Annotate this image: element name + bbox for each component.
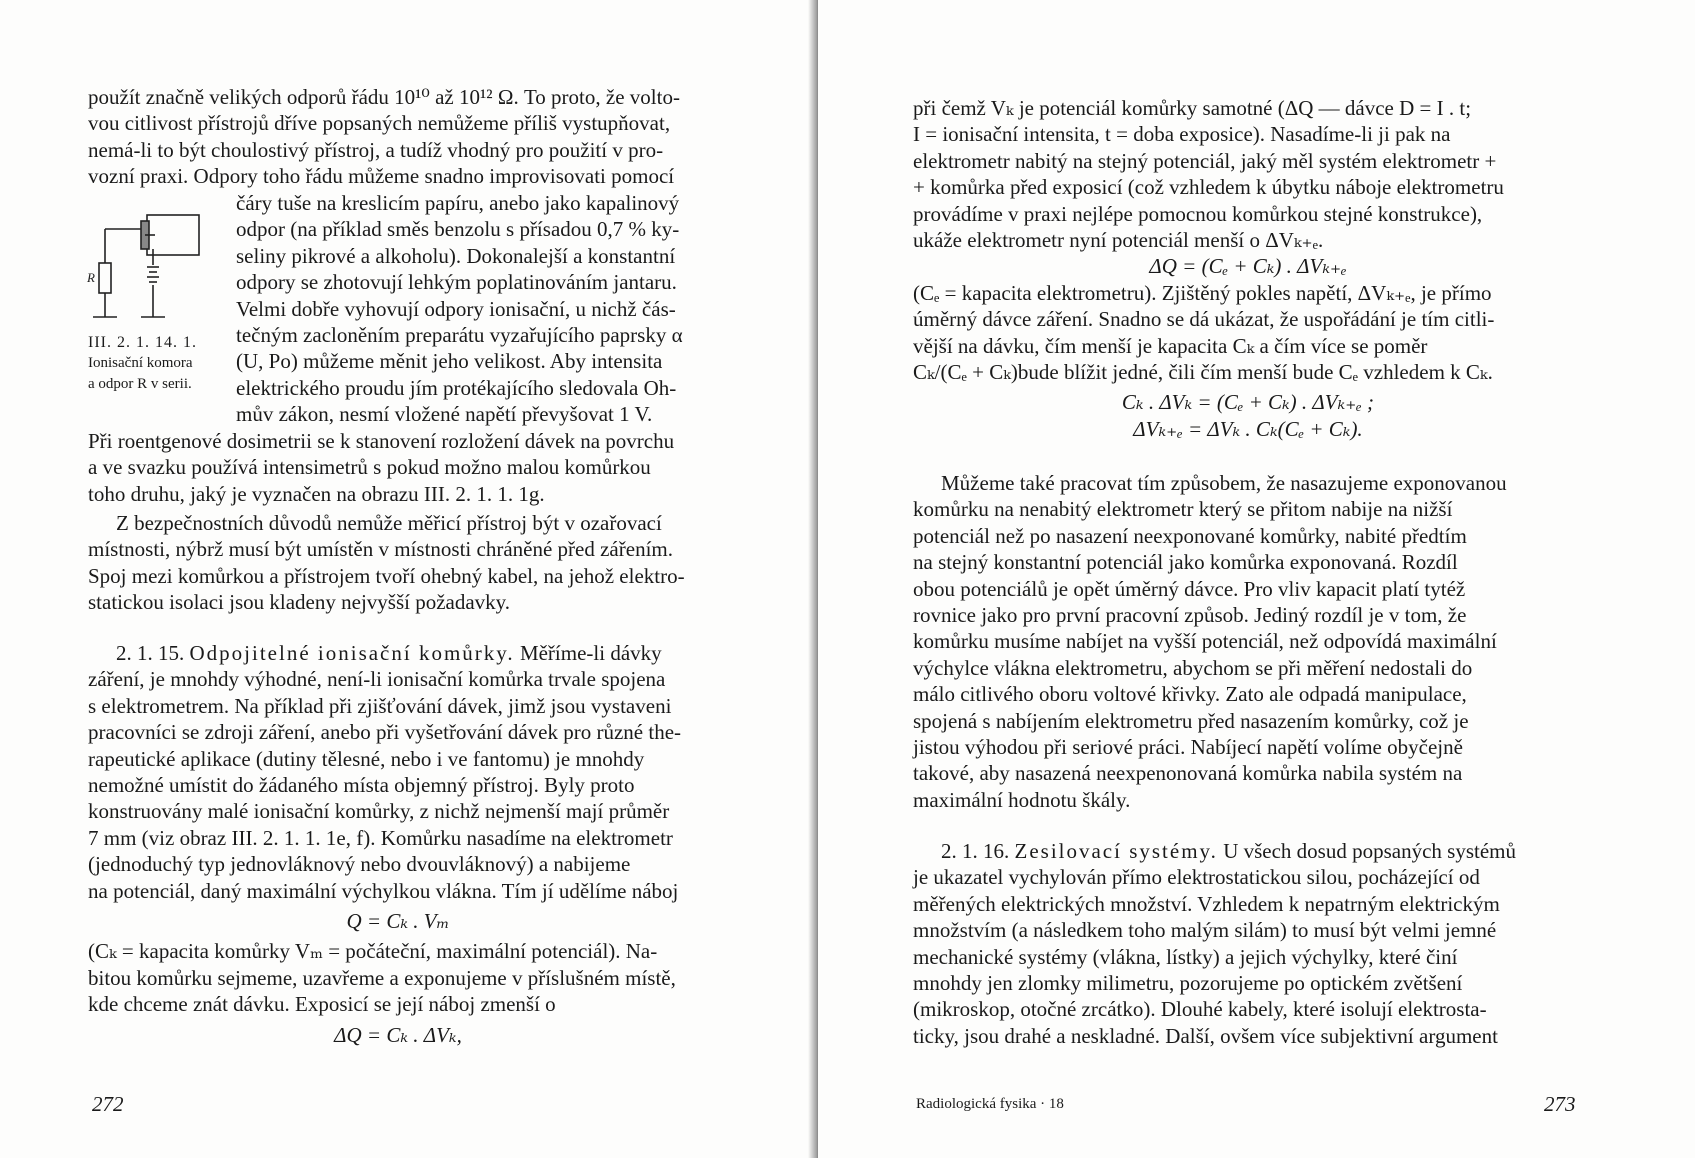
- text-line: ukáže elektrometr nyní potenciál menší o ΔVₖ₊ₑ.: [913, 228, 1324, 253]
- text-line: maximální hodnotu škály.: [913, 787, 1131, 812]
- text-line: Velmi dobře vyhovují odpory ionisační, u nichž čás-: [236, 296, 676, 321]
- text-line: statickou isolaci jsou kladeny nejvyšší požadavky.: [88, 590, 511, 615]
- figure-caption-line: Ionisační komora: [88, 355, 193, 371]
- page-number: 273: [1544, 1092, 1576, 1116]
- text-line: čáry tuše na kreslicím papíru, anebo jako kapalinový: [236, 191, 680, 215]
- text-line: vou citlivost přístrojů dříve popsaných nemůžeme příliš vystupňovat,: [88, 111, 671, 136]
- text-line: Při roentgenové dosimetrii se k stanovení rozložení dávek na povrchu: [88, 429, 675, 453]
- text-line: rapeutické aplikace (dutiny tělesné, nebo i ve fantomu) je mnohdy: [88, 746, 645, 771]
- text-line: (Cₑ = kapacita elektrometru). Zjištěný pokles napětí, ΔVₖ₊ₑ, je přímo: [913, 280, 1492, 305]
- text-line: takové, aby nasazená neexpenonovaná komůrka nabila systém na: [913, 761, 1463, 786]
- text-line: (Cₖ = kapacita komůrky Vₘ = počáteční, maximální potenciál). Na-: [88, 939, 658, 964]
- text-line: výchylce vlákna elektrometru, abychom se při měření nedostali do: [913, 655, 1473, 680]
- text-line: nemá-li to být choulostivý přístroj, a tudíž vhodný pro použití v pro-: [88, 137, 664, 162]
- text-line: úměrný dávce záření. Snadno se dá ukázat, že uspořádání je tím citli-: [913, 307, 1495, 332]
- section-heading-line: [913, 838, 1583, 864]
- text-line: málo citlivého oboru voltové křivky. Zato ale odpadá manipulace,: [913, 682, 1467, 707]
- text-line: konstruovány malé ionisační komůrky, z nichž nejmenší mají průměr: [88, 799, 670, 824]
- formula: ΔQ = Cₖ . ΔVₖ,: [334, 1022, 462, 1047]
- text-line: I = ionisační intensita, t = doba exposice). Nasadíme-li ji pak na: [913, 122, 1451, 147]
- text-line: mechanické systémy (vlákna, lístky) a jejich výchylky, které činí: [913, 944, 1458, 969]
- section-heading-line: [88, 640, 708, 666]
- text-line: U všech dosud popsaných systémů: [1223, 839, 1516, 863]
- text-line: Spoj mezi komůrkou a přístrojem tvoří ohebný kabel, na jehož elektro-: [88, 563, 685, 588]
- section-2-1-16: [913, 838, 1583, 1049]
- text-line: vozní praxi. Odpory toho řádu můžeme snadno improvisovati pomocí: [88, 164, 675, 189]
- ionisation-chamber-circuit-figure: [85, 205, 225, 325]
- text-line: + komůrka před exposicí (což vzhledem k úbytku náboje elektrometru: [913, 175, 1504, 200]
- section-title: Odpojitelné ionisační komůrky.: [189, 641, 515, 665]
- text-line: na stejný konstantní potenciál jako komůrka exponovaná. Rozdíl: [913, 550, 1458, 575]
- text-line: provádíme v praxi nejlépe pomocnou komůrkou stejné konstrukce),: [913, 201, 1483, 226]
- text-line: ticky, jsou drahé a neskladné. Další, ovšem více subjektivní argument: [913, 1023, 1498, 1048]
- text-line: tečným zacloněním preparátu vyzařujícího paprsky α: [236, 323, 683, 348]
- text-line: mnohdy jen zlomky milimetru, pozorujeme po optickém zvětšení: [913, 971, 1463, 996]
- text-line: jistou výhodou při seriové práci. Nabíjecí napětí volíme obyčejně: [913, 735, 1463, 760]
- text-line: množstvím (a následkem toho malým silám) to musí být velmi jemné: [913, 918, 1497, 943]
- left-page: [0, 0, 818, 1158]
- text-line: (mikroskop, otočné zrcátko). Dlouhé kabely, které isolují elektrosta-: [913, 997, 1487, 1022]
- figure-caption-number: III. 2. 1. 14. 1.: [88, 334, 197, 351]
- text-line: vější na dávku, čím menší je kapacita Cₖ a čím více se poměr: [913, 333, 1428, 358]
- figure-caption-line: a odpor R v serii.: [88, 376, 192, 392]
- page-number: 272: [92, 1092, 124, 1116]
- text-line: a ve svazku používá intensimetrů s pokud možno malou komůrkou: [88, 455, 651, 480]
- formula: Cₖ . ΔVₖ = (Cₑ + Cₖ) . ΔVₖ₊ₑ ;: [1121, 390, 1375, 415]
- left-paragraph-2: [88, 510, 708, 616]
- text-line: 7 mm (viz obraz III. 2. 1. 1. 1e, f). Komůrku nasadíme na elektrometr: [88, 825, 673, 850]
- text-line: kde chceme znát dávku. Exposicí se její náboj zmenší o: [88, 992, 556, 1017]
- section-number: 2. 1. 16.: [941, 839, 1010, 863]
- text-line: elektrického proudu jím protékajícího sledovala Oh-: [236, 375, 677, 400]
- text-line: záření, je mnohdy výhodné, není-li ionisační komůrka trvale spojena: [88, 667, 666, 692]
- text-line: měřených elektrických množství. Vzhledem k nepatrným elektrickým: [913, 891, 1500, 916]
- text-line: obou potenciálů je opět úměrný dávce. Pro vliv kapacit platí tytéž: [913, 576, 1466, 601]
- text-line: Z bezpečnostních důvodů nemůže měřicí přístroj být v ozařovací: [116, 511, 662, 535]
- resistor-label: R: [87, 270, 95, 285]
- figure-caption: [88, 332, 234, 395]
- left-paragraph-1: [88, 84, 708, 190]
- text-line: s elektrometrem. Na příklad při zjišťování dávek, jimž jsou vystaveni: [88, 693, 672, 718]
- text-line: pracovníci se zdroji záření, anebo při vyšetřování dávek pro různé the-: [88, 720, 682, 745]
- text-line: komůrku musíme nabíjet na vyšší potenciál, než odpovídá maximální: [913, 629, 1497, 654]
- text-line: Měříme-li dávky: [519, 641, 662, 665]
- text-line: potenciál než po nasazení neexponované komůrky, nabité předtím: [913, 523, 1467, 548]
- formula: Q = Cₖ . Vₘ: [346, 909, 450, 934]
- section-number: 2. 1. 15.: [116, 641, 185, 665]
- text-line: bitou komůrku sejmeme, uzavřeme a exponujeme v příslušném místě,: [88, 965, 676, 990]
- left-paragraph-1-tail: [88, 428, 708, 507]
- text-line: použít značně velikých odporů řádu 10¹⁰ až 10¹² Ω. To proto, že volto-: [88, 85, 680, 109]
- text-line: (U, Po) můžeme měnit jeho velikost. Aby intensita: [236, 349, 663, 374]
- text-line: Cₖ/(Cₑ + Cₖ)bude blížit jedné, čili čím menší bude Cₑ vzhledem k Cₖ.: [913, 360, 1493, 385]
- right-paragraph-2: [913, 470, 1583, 813]
- text-line: odpor (na příklad směs benzolu s přísadou 0,7 % ky-: [236, 217, 680, 242]
- formula: ΔQ = (Cₑ + Cₖ) . ΔVₖ₊ₑ: [1149, 254, 1347, 279]
- footer-book-title: Radiologická fysika · 18: [916, 1096, 1064, 1112]
- text-line: Můžeme také pracovat tím způsobem, že nasazujeme exponovanou: [941, 471, 1507, 495]
- section-title: Zesilovací systémy.: [1014, 839, 1218, 863]
- figure-wrap-paragraph: [236, 190, 708, 428]
- text-line: odpory se zhotovují lehkým poplatinováním jantaru.: [236, 270, 677, 295]
- text-line: mův zákon, nesmí vložené napětí převyšovat 1 V.: [236, 402, 653, 427]
- text-line: místnosti, nýbrž musí být umístěn v místnosti chráněné před zářením.: [88, 537, 673, 562]
- formula: ΔVₖ₊ₑ = ΔVₖ . Cₖ(Cₑ + Cₖ).: [1133, 416, 1363, 441]
- text-line: (jednoduchý typ jednovláknový nebo dvouvláknový) a nabijeme: [88, 852, 631, 877]
- text-line: spojená s nabíjením elektrometru před nasazením komůrky, což je: [913, 708, 1469, 733]
- text-line: při čemž Vₖ je potenciál komůrky samotné (ΔQ — dávce D = I . t;: [913, 96, 1472, 120]
- text-line: na potenciál, daný maximální výchylkou vlákna. Tím jí udělíme náboj: [88, 878, 679, 903]
- text-line: nemožné umístit do žádaného místa objemný přístroj. Byly proto: [88, 773, 635, 798]
- right-paragraph-1: [913, 95, 1583, 442]
- text-line: rovnice jako pro první pracovní způsob. Jediný rozdíl je v tom, že: [913, 603, 1467, 628]
- text-line: toho druhu, jaký je vyznačen na obrazu III. 2. 1. 1. 1g.: [88, 481, 545, 506]
- text-line: je ukazatel vychylován přímo elektrostatickou silou, pocházející od: [913, 865, 1480, 890]
- text-line: komůrku na nenabitý elektrometr který se přitom nabije na nižší: [913, 497, 1453, 522]
- right-page: [818, 0, 1695, 1158]
- text-line: seliny pikrové a alkoholu). Dokonalejší a konstantní: [236, 243, 676, 268]
- section-2-1-15: [88, 640, 708, 1052]
- text-line: elektrometr nabitý na stejný potenciál, jaký měl systém elektrometr +: [913, 148, 1497, 173]
